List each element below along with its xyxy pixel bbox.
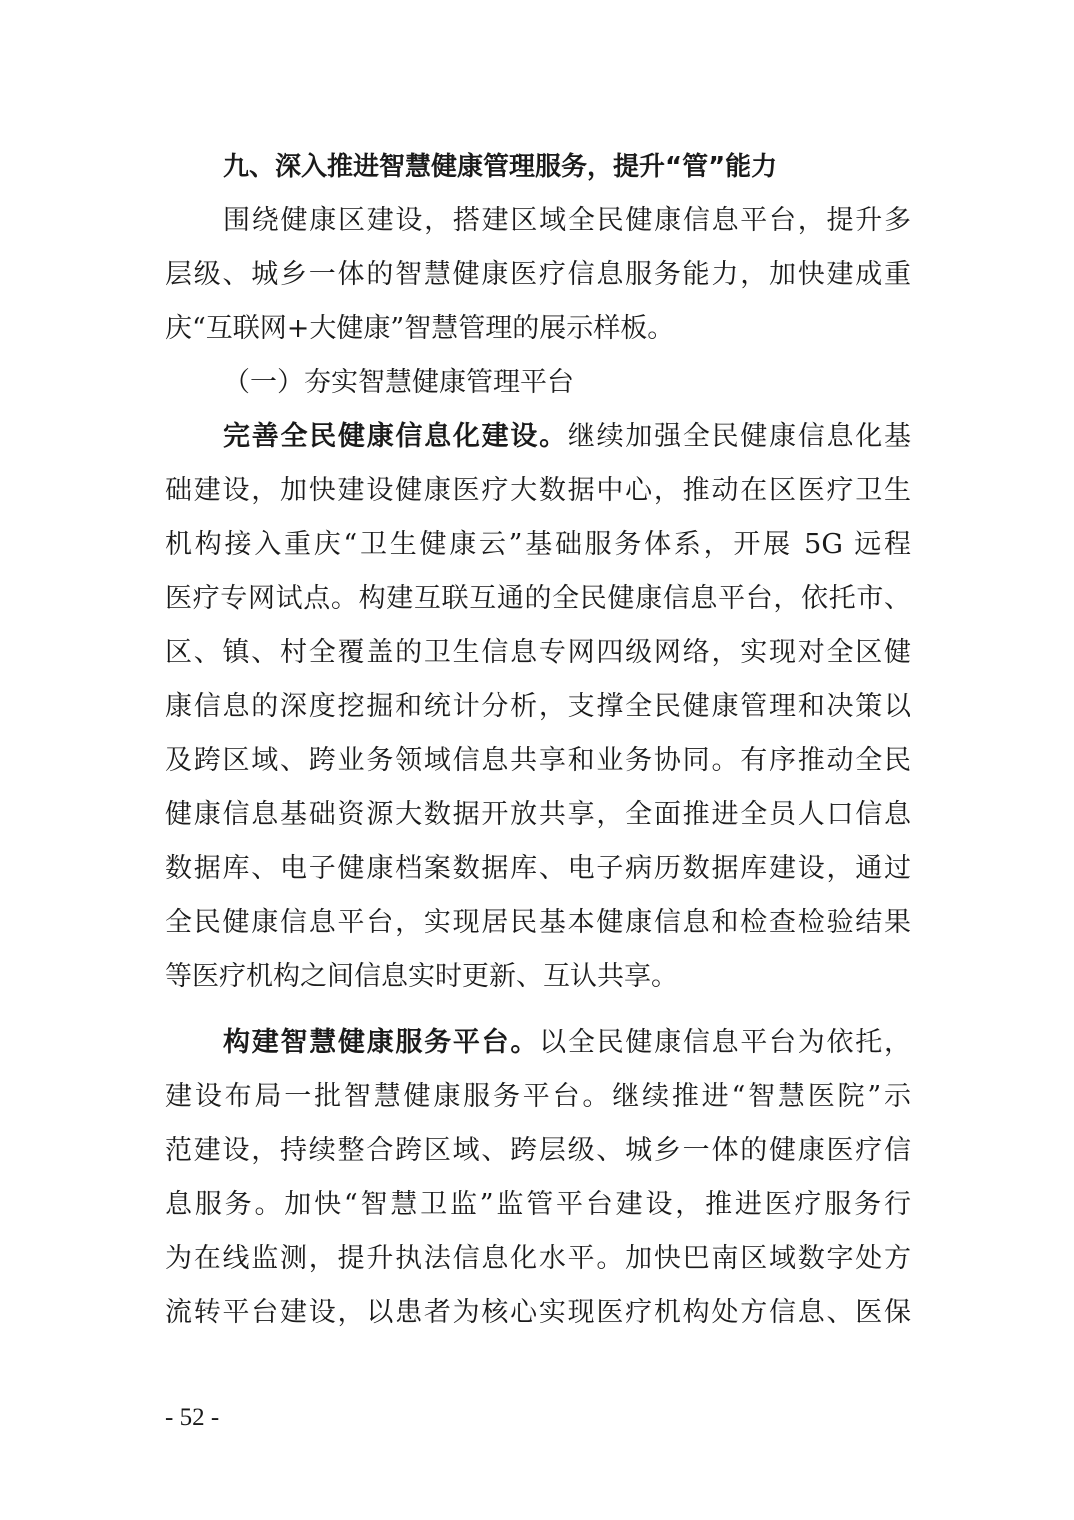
paragraph-2-first-line: [165, 1016, 911, 1070]
subsection-heading: （一）夯实智慧健康管理平台: [223, 367, 574, 398]
paragraph-1-line: 础建设，加快建设健康医疗大数据中心，推动在区医疗卫生: [165, 475, 911, 506]
section-heading: 九、深入推进智慧健康管理服务，提升“管”能力: [223, 152, 778, 182]
paragraph-1-line: 机构接入重庆“卫生健康云”基础服务体系，开展 5G 远程: [165, 529, 911, 560]
paragraph-1-line: 康信息的深度挖掘和统计分析，支撑全民健康管理和决策以: [165, 691, 911, 722]
paragraph-2-first-line-text: 以全民健康信息平台为依托，: [539, 1027, 912, 1058]
paragraph-2-line: 建设布局一批智慧健康服务平台。继续推进“智慧医院”示: [165, 1081, 911, 1112]
paragraph-1-line: 全民健康信息平台，实现居民基本健康信息和检查检验结果: [165, 907, 911, 938]
paragraph-1-first-line-text: 继续加强全民健康信息化基: [567, 421, 912, 452]
paragraph-1-line: 健康信息基础资源大数据开放共享，全面推进全员人口信息: [165, 799, 911, 830]
paragraph-2-line: 息服务。加快“智慧卫监”监管平台建设，推进医疗服务行: [165, 1189, 911, 1220]
paragraph-2-line: 为在线监测，提升执法信息化水平。加快巴南区域数字处方: [165, 1243, 911, 1274]
paragraph-2-line: 范建设，持续整合跨区域、跨层级、城乡一体的健康医疗信: [165, 1135, 911, 1166]
intro-line-1: 围绕健康区建设，搭建区域全民健康信息平台，提升多: [223, 205, 911, 236]
paragraph-1-bold-lead: 完善全民健康信息化建设。: [223, 421, 568, 452]
paragraph-1-first-line: [165, 410, 911, 464]
paragraph-gap: [165, 1004, 911, 1016]
paragraph-2-bold-lead: 构建智慧健康服务平台。: [223, 1027, 540, 1058]
page-content: [165, 140, 911, 1340]
paragraph-1-line: 医疗专网试点。构建互联互通的全民健康信息平台，依托市、: [165, 583, 911, 614]
page-number: - 52 -: [165, 1404, 220, 1431]
paragraph-1-line: 等医疗机构之间信息实时更新、互认共享。: [165, 961, 678, 992]
intro-line-2: 层级、城乡一体的智慧健康医疗信息服务能力，加快建成重: [165, 259, 911, 290]
paragraph-1-line: 数据库、电子健康档案数据库、电子病历数据库建设，通过: [165, 853, 911, 884]
paragraph-2-line: 流转平台建设，以患者为核心实现医疗机构处方信息、医保: [165, 1297, 911, 1328]
intro-line-3: 庆“互联网+大健康”智慧管理的展示样板。: [165, 313, 675, 344]
paragraph-1-line: 及跨区域、跨业务领域信息共享和业务协同。有序推动全民: [165, 745, 911, 776]
paragraph-1-line: 区、镇、村全覆盖的卫生信息专网四级网络，实现对全区健: [165, 637, 911, 668]
